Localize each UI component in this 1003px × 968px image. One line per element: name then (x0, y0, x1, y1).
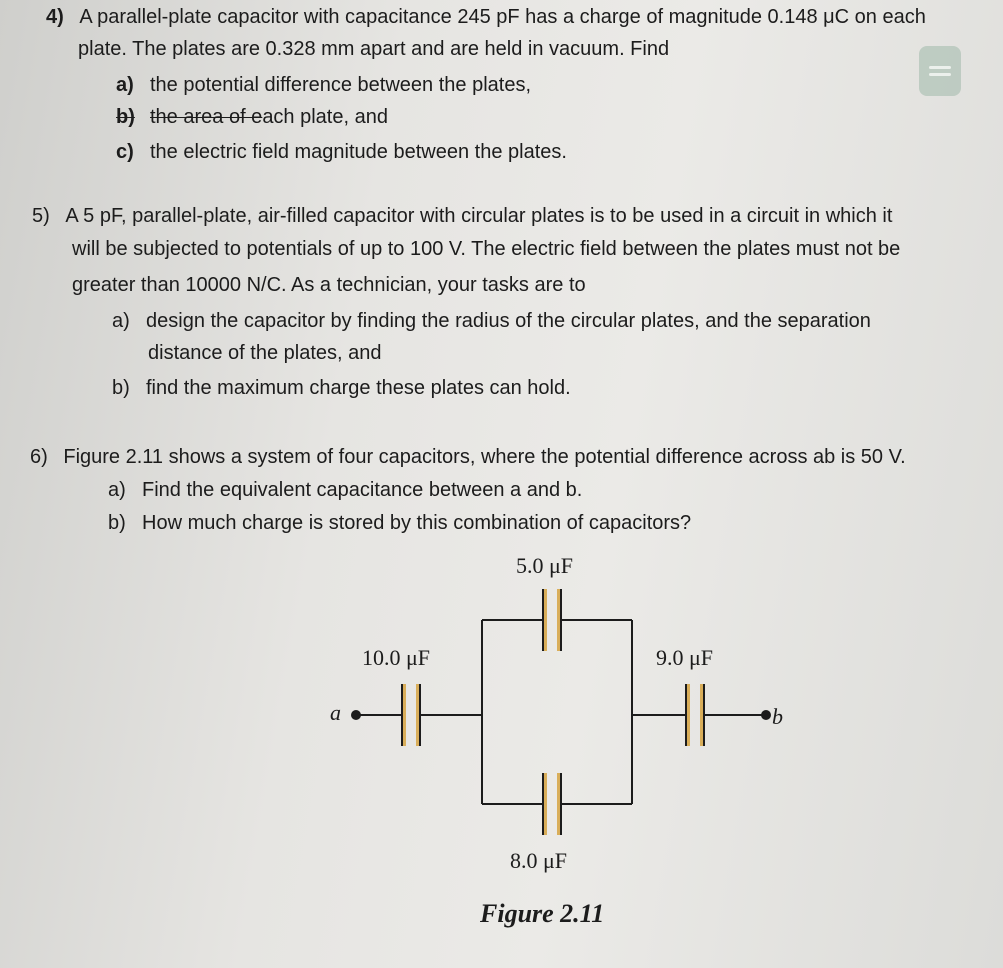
q6-part-b-text: How much charge is stored by this combination of capacitors? (142, 512, 692, 534)
capacitor-5uF (542, 589, 562, 651)
q5-part-a-label: a) (112, 310, 130, 332)
q4-part-b-label: b) (116, 106, 135, 128)
figure-caption: Figure 2.11 (480, 899, 605, 928)
terminal-a (351, 710, 361, 720)
q6-part-b-label: b) (108, 512, 126, 534)
q4-part-a-label: a) (116, 74, 134, 96)
q6-text-1: Figure 2.11 shows a system of four capacitors, where the potential difference across ab is 50 V. (63, 446, 906, 468)
terminal-b (761, 710, 771, 720)
capacitor-10uF (401, 684, 421, 746)
label-9uF: 9.0 μF (656, 645, 714, 670)
q6-part-a-text: Find the equivalent capacitance between a and b. (142, 479, 583, 501)
label-node-a: a (330, 700, 341, 725)
q4-number: 4) (46, 6, 64, 28)
q4-part-b-text-struck: the area of e (150, 106, 263, 128)
label-8uF: 8.0 μF (510, 848, 568, 873)
q4-part-c-label: c) (116, 141, 134, 163)
q5-part-a-text: design the capacitor by finding the radius of the circular plates, and the separation (146, 310, 871, 332)
q4-text-1: A parallel-plate capacitor with capacitance 245 pF has a charge of magnitude 0.148 μC on each (79, 6, 926, 28)
q4-text-2: plate. The plates are 0.328 mm apart and are held in vacuum. Find (78, 38, 670, 60)
q5-text-3: greater than 10000 N/C. As a technician, your tasks are to (72, 274, 586, 296)
q5-number: 5) (32, 205, 50, 227)
label-node-b: b (772, 704, 783, 729)
q4-part-c-text: the electric field magnitude between the plates. (150, 141, 567, 163)
q6-number: 6) (30, 446, 48, 468)
q5-part-b-text: find the maximum charge these plates can hold. (146, 377, 571, 399)
q6-part-a-label: a) (108, 479, 126, 501)
capacitor-8uF (542, 773, 562, 835)
q5-text-2: will be subjected to potentials of up to 100 V. The electric field between the plates must not be (72, 238, 901, 260)
label-5uF: 5.0 μF (516, 553, 574, 578)
q4-part-b-text: ach plate, and (262, 106, 388, 128)
q5-part-b-label: b) (112, 377, 130, 399)
q5-text-1: A 5 pF, parallel-plate, air-filled capacitor with circular plates is to be used in a circuit in which it (65, 205, 893, 227)
label-10uF: 10.0 μF (362, 645, 431, 670)
q4-part-a-text: the potential difference between the plates, (150, 74, 532, 96)
capacitor-9uF (685, 684, 705, 746)
q5-part-a-text-2: distance of the plates, and (148, 342, 382, 364)
